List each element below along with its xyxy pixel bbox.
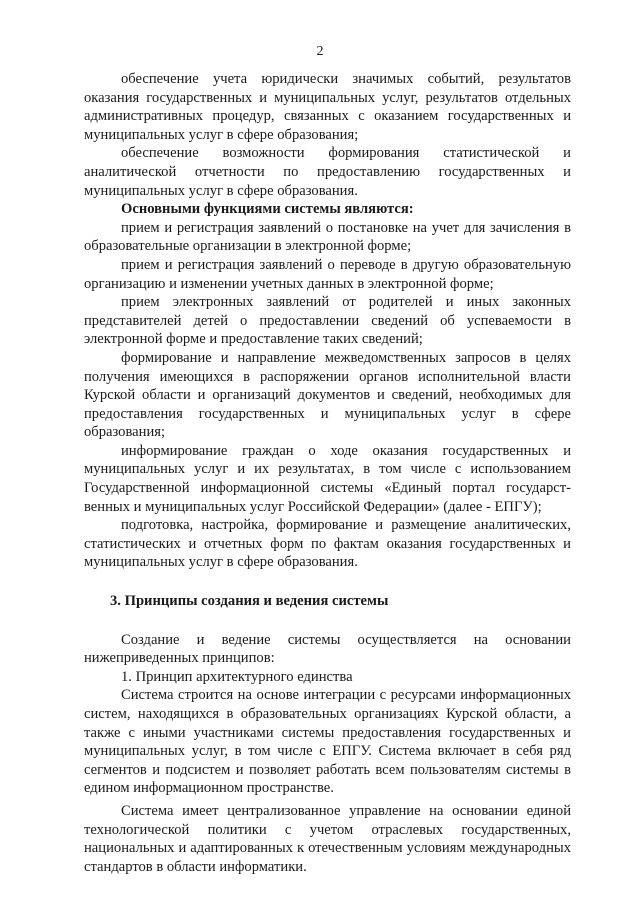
document-body [84,70,571,876]
functions-heading: Основными функциями системы являются: [121,201,414,218]
paragraph: Система имеет централизованное управление на основании единой технологической политики с учетом отраслевых государственных, национальных и адаптированных к отечественным условиям международных стандартов в области информатики. [84,802,571,875]
page-number: 2 [316,44,324,59]
function-item: прием и регистрация заявлений о постановке на учет для зачисления в образовательные организации в электронной форме; [84,219,571,255]
principle-title: 1. Принцип архитектурного единства [121,668,353,685]
function-item: прием и регистрация заявлений о переводе в другую образовательную организацию и изменении учетных данных в электронной форме; [84,256,571,292]
function-item: информирование граждан о ходе оказания государственных и муниципальных услуг и их результатах, в том числе с использованием Государственной информационной системы «Единый портал государственных и муниципальных услуг Российской Федерации» (далее - ЕПГУ); [84,442,571,515]
paragraph: Создание и ведение системы осуществляется на основании нижеприведенных принципов: [84,631,571,667]
paragraph: обеспечение возможности формирования статистической и аналитической отчетности по предоставлению государственных и муниципальных услуг в сфере образования. [84,145,571,199]
paragraph: обеспечение учета юридически значимых событий, результатов оказания государственных и муниципальных услуг, результатов отдельных административных процедур, связанных с оказанием государственных и муниципальных услуг в сфере образования; [84,71,571,143]
function-item: формирование и направление межведомственных запросов в целях получения имеющихся в распоряжении органов исполнительной власти Курской области и организаций документов и сведений, необходимых для предоставления государственных и муниципальных услуг в сфере образования; [84,349,571,441]
function-item: прием электронных заявлений от родителей и иных законных представителей детей о предоставлении сведений об успеваемости в электронной форме и предоставление таких сведений; [84,294,571,348]
section-title: 3. Принципы создания и ведения системы [110,593,389,610]
paragraph: Система строится на основе интеграции с ресурсами информационных систем, находящихся в образовательных организациях Курской области, а также с иными участниками системы предоставления государственных и муниципальных услуг, в том числе с ЕПГУ. Система включает в себя ряд сегментов и подсистем и позволяет работать всем пользователям системы в едином информационном пространстве. [84,687,571,797]
function-item: подготовка, настройка, формирование и размещение аналитических, статистических и отчетных форм по фактам оказания государственных и муниципальных услуг в сфере образования. [84,517,571,571]
